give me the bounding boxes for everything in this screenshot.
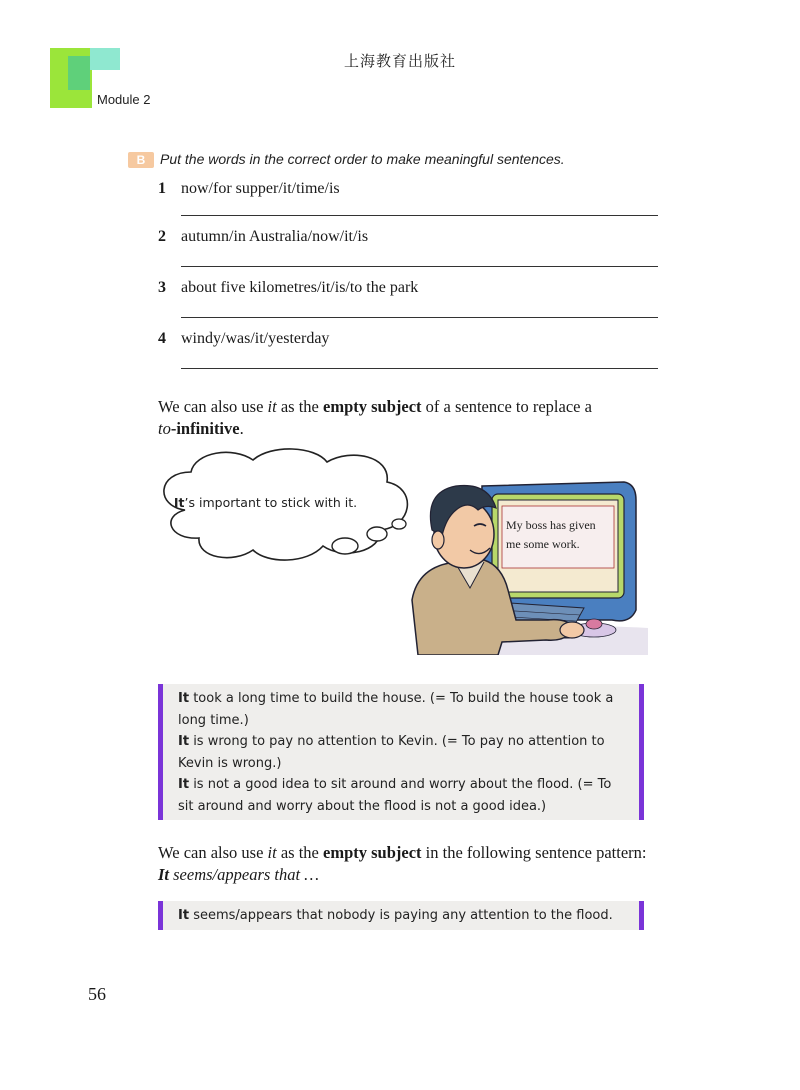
thought-text: It’s important to stick with it. — [173, 495, 358, 510]
item-text: about five kilometres/it/is/to the park — [181, 279, 419, 296]
item-number: 2 — [158, 228, 166, 245]
item-text: autumn/in Australia/now/it/is — [181, 228, 369, 245]
module-label: Module 2 — [97, 92, 151, 107]
answer-line[interactable] — [181, 215, 658, 216]
example-box — [158, 684, 644, 820]
man-at-computer-illustration — [398, 470, 648, 655]
example-sentence: It is wrong to pay no attention to Kevin. (= To pay no attention to Kevin is wrong.) — [178, 734, 605, 771]
monitor-text: My boss has given me some work. — [506, 518, 596, 551]
page-number: 56 — [88, 984, 106, 1004]
publisher-name: 上海教育出版社 — [343, 52, 456, 70]
item-number: 1 — [158, 180, 166, 197]
item-number: 4 — [158, 330, 166, 347]
item-text: windy/was/it/yesterday — [181, 330, 330, 347]
example-sentence: It is not a good idea to sit around and worry about the flood. (= To sit around and worry about the flood is not a good idea.) — [178, 777, 612, 814]
exercise-badge: B — [128, 152, 154, 168]
item-number: 3 — [158, 279, 166, 296]
grammar-explanation-2: We can also use it as the empty subject in the following sentence pattern: It seems/appears that … — [158, 843, 647, 884]
item-text: now/for supper/it/time/is — [181, 180, 340, 197]
answer-line[interactable] — [181, 317, 658, 318]
answer-line[interactable] — [181, 368, 658, 369]
example-sentence: It took a long time to build the house. (= To build the house took a long time.) — [178, 691, 614, 728]
example-box-pattern — [158, 901, 644, 930]
answer-line[interactable] — [181, 266, 658, 267]
exercise-instruction: Put the words in the correct order to make meaningful sentences. — [160, 151, 565, 167]
example-sentence: It seems/appears that nobody is paying any attention to the flood. — [178, 908, 613, 923]
grammar-explanation-1: We can also use it as the empty subject of a sentence to replace a to-infinitive. — [158, 397, 592, 438]
